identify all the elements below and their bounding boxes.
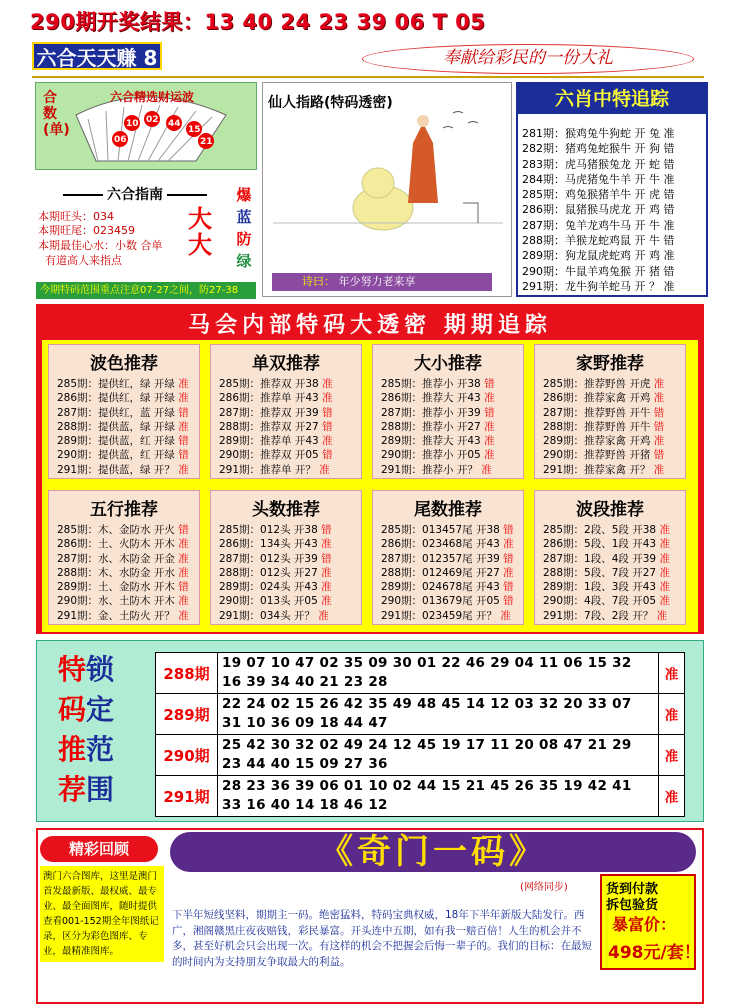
- row-text: 286期：推荐单 开43: [219, 392, 323, 405]
- cell-row: [49, 406, 199, 420]
- row-result: 准: [659, 595, 670, 608]
- row-result: 准: [178, 595, 189, 608]
- row-result: 准: [503, 538, 514, 551]
- cell-row: [49, 420, 199, 434]
- cell-row: [49, 434, 199, 448]
- table-row: 291期 28 23 36 39 06 01 10 02 44 15 21 45 26 35 19 42 41 33 16 40 14 18 46 12 准: [156, 776, 685, 817]
- cell-row: [535, 420, 685, 434]
- cell-row: [373, 537, 523, 551]
- row-text: 290期：推荐小 开05: [381, 449, 485, 462]
- row-result: 错: [503, 581, 514, 594]
- table-row: 288期 19 07 10 47 02 35 09 30 01 22 46 29 04 11 06 15 32 16 39 34 40 21 23 28 准: [156, 653, 685, 694]
- cell-row: [373, 420, 523, 434]
- cell-row: [211, 580, 361, 594]
- fan-ball: 10: [126, 119, 139, 129]
- row-text: 291期：提供蓝，绿 开？: [57, 463, 179, 476]
- cell-row: [535, 580, 685, 594]
- cell-row: [373, 580, 523, 594]
- row-result: 准: [178, 566, 189, 579]
- row-text: 291期：推荐家禽 开？: [543, 463, 654, 476]
- row-text: 287期：推荐野兽 开牛: [543, 406, 654, 419]
- row-result: 错: [484, 378, 495, 390]
- row-text: 290期：推荐双 开05: [219, 449, 323, 462]
- row-text: 288期：5段、7段 开27: [543, 566, 660, 579]
- row-text: 285期：推荐野兽 开虎: [543, 378, 654, 390]
- row-result: 准: [484, 392, 495, 405]
- cell-title: 单双推荐: [252, 354, 320, 374]
- row-text: 290期：推荐野兽 开猪: [543, 449, 654, 462]
- row-result: 错: [321, 524, 332, 536]
- row-text: 289期：1段、3段 开43: [543, 581, 660, 594]
- cell-row: [49, 552, 199, 566]
- row-text: 291期：7段、2段 开？: [543, 609, 657, 622]
- row-result: 准: [659, 552, 670, 565]
- row-result: 准: [178, 378, 189, 390]
- cell-row: [211, 523, 361, 537]
- list-item: 283期：虎马猪猴兔龙 开 蛇 错: [522, 157, 675, 171]
- cell-row: [49, 609, 199, 623]
- tip-cell: [372, 490, 524, 625]
- slogan: 奉献给彩民的一份大礼: [362, 44, 694, 74]
- sx-list: [522, 126, 675, 294]
- row-result: 准: [321, 595, 332, 608]
- row-result: 错: [178, 524, 189, 536]
- row-result: 错: [653, 420, 665, 433]
- guide-title: 六合指南: [40, 184, 230, 204]
- row-result: 错: [503, 524, 514, 536]
- poem: 诗曰： 年少努力老来享: [272, 273, 492, 291]
- row-text: 286期：推荐家禽 开鸡: [543, 392, 654, 405]
- row-result: 错: [178, 581, 189, 594]
- row-result: 准: [659, 566, 670, 579]
- row-result: 准: [503, 566, 514, 579]
- xianren-illustration: [263, 83, 511, 296]
- cell-row: [535, 523, 685, 537]
- cell-row: [49, 377, 199, 391]
- list-item: 287期：兔羊龙鸡牛马 开 牛 准: [522, 218, 675, 232]
- heshu-label: 合数(单): [43, 90, 70, 138]
- tip-cell: [534, 490, 686, 625]
- row-result: 错: [653, 406, 665, 419]
- row-result: 准: [321, 566, 332, 579]
- tip-cell: [48, 490, 200, 625]
- review-title: 精彩回顾: [40, 836, 158, 862]
- draw-result-title: 290期开奖结果：13 40 24 23 39 06 T 05: [30, 10, 486, 34]
- row-text: 286期：134头 开43: [219, 538, 322, 551]
- row-text: 289期：提供蓝，红 开绿: [57, 435, 179, 448]
- tip-cell: [372, 344, 524, 479]
- tip-cell: [210, 490, 362, 625]
- row-text: 291期：推荐小 开？: [381, 463, 482, 476]
- lock-side: 特锁 码定 推范 荐围: [58, 653, 115, 806]
- cell-row: [373, 391, 523, 405]
- qimen-desc: 下半年短线坚料，期期主一码。绝密猛料，特码宝典权威，18年下半年新版大陆发行。西广，湘阁赣黑庄夜夜赔钱，彩民暴富。开头连中五期，如有我一赔百倍！人生的机会并不多，甚至好机会只会出现一次。有这样的机会不把握会后悔一辈子的。我们的目标：在最短的时间内为支持朋友争取最大的利益。: [172, 909, 592, 968]
- row-result: 准: [322, 435, 333, 448]
- row-text: 288期：推荐野兽 开牛: [543, 420, 654, 433]
- row-result: 错: [322, 449, 333, 462]
- cell-title: 家野推荐: [576, 354, 644, 374]
- row-result: 准: [178, 420, 189, 433]
- row-text: 289期：024头 开43: [219, 581, 322, 594]
- cell-row: [535, 537, 685, 551]
- cell-title: 大小推荐: [414, 354, 482, 374]
- cell-row: [535, 594, 685, 608]
- row-text: 291期：023459尾 开？: [381, 609, 501, 622]
- row-result: 准: [321, 538, 332, 551]
- cell-row: [373, 434, 523, 448]
- cell-row: [211, 391, 361, 405]
- xianren-title: 仙人指路(特码透密): [268, 95, 393, 111]
- cell-row: [373, 609, 523, 623]
- fan-ball: 44: [168, 119, 181, 129]
- cell-row: [373, 406, 523, 420]
- list-item: 284期：马虎猪兔牛羊 开 牛 准: [522, 172, 675, 186]
- row-result: 准: [319, 463, 330, 476]
- row-text: 287期：水、木防金 开金: [57, 552, 179, 565]
- row-result: 准: [653, 378, 665, 390]
- cell-title: 五行推荐: [90, 500, 158, 520]
- cell-row: [535, 463, 685, 477]
- cell-title: 尾数推荐: [414, 500, 482, 520]
- row-result: 准: [484, 435, 495, 448]
- row-result: 错: [321, 552, 332, 565]
- fan-title: 六合精选财运波: [110, 90, 195, 104]
- cell-row: [373, 594, 523, 608]
- row-text: 290期：提供蓝，红 开绿: [57, 449, 179, 462]
- row-result: 准: [653, 435, 665, 448]
- divider: [32, 76, 704, 78]
- row-text: 285期：提供红，绿 开绿: [57, 378, 179, 390]
- row-text: 289期：推荐大 开43: [381, 435, 485, 448]
- list-item: 286期：鼠猪猴马虎龙 开 鸡 错: [522, 203, 675, 217]
- row-result: 准: [653, 392, 665, 405]
- brand-badge: 六合天天赚 8: [32, 42, 162, 70]
- fan-ball: 15: [188, 125, 201, 135]
- table-row: 290期 25 42 30 32 02 49 24 12 45 19 17 11 20 08 47 21 29 23 44 40 15 09 27 36 准: [156, 735, 685, 776]
- list-item: 288期：羊猴龙蛇鸡鼠 开 牛 错: [522, 234, 675, 248]
- row-result: 错: [503, 552, 514, 565]
- row-text: 290期：水、土防木 开木: [57, 595, 179, 608]
- tip-cell: [534, 344, 686, 479]
- row-text: 285期：推荐小 开38: [381, 378, 485, 390]
- cell-row: [211, 609, 361, 623]
- row-result: 准: [178, 463, 189, 476]
- row-result: 准: [484, 420, 495, 433]
- big-char: 大大: [188, 205, 212, 259]
- row-result: 准: [322, 378, 333, 390]
- row-result: 准: [659, 524, 670, 536]
- row-result: 准: [653, 463, 665, 476]
- guide-line: 本期最佳心水：小数 合单: [38, 239, 163, 252]
- cell-row: [49, 594, 199, 608]
- row-text: 288期：木、水防金 开水: [57, 566, 179, 579]
- cell-row: [535, 391, 685, 405]
- list-item: 291期：龙牛狗羊蛇马 开 ？ 准: [522, 279, 675, 293]
- row-text: 285期：木、金防水 开火: [57, 524, 179, 536]
- cell-row: [211, 594, 361, 608]
- row-text: 287期：1段、4段 开39: [543, 552, 660, 565]
- cell-row: [535, 609, 685, 623]
- row-text: 288期：提供蓝，绿 开绿: [57, 420, 179, 433]
- fan-ball: 21: [200, 137, 213, 147]
- row-text: 288期：012469尾 开27: [381, 566, 504, 579]
- row-result: 准: [322, 392, 333, 405]
- list-item: 289期：狗龙鼠虎蛇鸡 开 鸡 准: [522, 249, 675, 263]
- row-text: 287期：推荐双 开39: [219, 406, 323, 419]
- row-text: 285期：013457尾 开38: [381, 524, 504, 536]
- cell-row: [535, 448, 685, 462]
- row-text: 286期：土、火防木 开木: [57, 538, 179, 551]
- cell-row: [49, 463, 199, 477]
- fan-ball: 06: [114, 135, 127, 145]
- list-item: 281期：猴鸡兔牛狗蛇 开 兔 准: [522, 127, 675, 140]
- bao-lan: 爆 蓝 防 绿: [236, 186, 252, 270]
- cell-row: [211, 566, 361, 580]
- tip-cell: [48, 344, 200, 479]
- cell-row: [373, 552, 523, 566]
- row-result: 准: [659, 538, 670, 551]
- row-text: 290期：013679尾 开05: [381, 595, 504, 608]
- row-result: 准: [178, 392, 189, 405]
- cell-row: [535, 434, 685, 448]
- promo-line: 拆包验货: [606, 898, 659, 913]
- row-result: 准: [484, 449, 495, 462]
- cell-row: [211, 434, 361, 448]
- tip-cell: [210, 344, 362, 479]
- row-result: 错: [322, 406, 333, 419]
- row-result: 错: [178, 406, 189, 419]
- row-text: 287期：提供红，蓝 开绿: [57, 406, 179, 419]
- cell-row: [49, 391, 199, 405]
- xianren-panel: [262, 82, 512, 297]
- cell-row: [49, 537, 199, 551]
- row-result: 错: [178, 435, 189, 448]
- row-result: 准: [321, 581, 332, 594]
- cell-row: [211, 448, 361, 462]
- row-result: 错: [653, 449, 665, 462]
- promo-price: 498元/套！: [608, 943, 701, 963]
- band-title: 马会内部特码大透密 期期追踪: [188, 313, 552, 338]
- sync-note: (网络同步): [520, 882, 568, 893]
- row-text: 285期：推荐双 开38: [219, 378, 323, 390]
- row-text: 291期：金、土防火 开？: [57, 609, 179, 622]
- sx-title: 六肖中特追踪: [518, 84, 706, 114]
- cell-row: [373, 448, 523, 462]
- row-text: 286期：提供红，绿 开绿: [57, 392, 179, 405]
- cell-row: [211, 552, 361, 566]
- cell-row: [211, 420, 361, 434]
- promo-line: 暴富价：: [612, 915, 677, 934]
- cell-row: [211, 463, 361, 477]
- row-result: 错: [322, 420, 333, 433]
- cell-row: [535, 552, 685, 566]
- cell-row: [211, 537, 361, 551]
- row-result: 准: [318, 609, 329, 622]
- cell-row: [373, 566, 523, 580]
- cell-row: [49, 448, 199, 462]
- cell-row: [373, 523, 523, 537]
- row-text: 285期：2段、5段 开38: [543, 524, 660, 536]
- row-result: 准: [178, 552, 189, 565]
- guide-line: 本期旺头：034: [38, 210, 114, 223]
- cell-row: [535, 377, 685, 391]
- list-item: 285期：鸡兔猴猪羊牛 开 虎 错: [522, 188, 675, 202]
- review-text: 澳门六合图库，这里是澳门首发最新版、最权威、最专业、最全面图库，随时提供查看001-152期全年图纸记录，区分为彩色图库、专业，最精准图库。: [40, 866, 164, 962]
- cell-row: [211, 377, 361, 391]
- cell-title: 头数推荐: [252, 500, 320, 520]
- row-result: 准: [178, 609, 189, 622]
- row-text: 288期：推荐小 开27: [381, 420, 485, 433]
- cell-row: [535, 566, 685, 580]
- cell-row: [49, 580, 199, 594]
- cell-row: [211, 406, 361, 420]
- cell-row: [373, 377, 523, 391]
- cell-row: [49, 523, 199, 537]
- list-item: 290期：牛鼠羊鸡兔猴 开 猪 错: [522, 264, 675, 278]
- lock-table: [155, 652, 685, 817]
- cell-title: 波色推荐: [90, 354, 158, 374]
- table-row: 289期 22 24 02 15 26 42 35 49 48 45 14 12 03 32 20 33 07 31 10 36 09 18 44 47 准: [156, 694, 685, 735]
- row-text: 291期：034头 开？: [219, 609, 319, 622]
- row-result: 错: [484, 406, 495, 419]
- row-text: 289期：推荐家禽 开鸡: [543, 435, 654, 448]
- guide-line: 本期旺尾：023459: [38, 224, 135, 237]
- row-result: 准: [178, 538, 189, 551]
- list-item: 282期：猪鸡兔蛇猴牛 开 狗 错: [522, 142, 675, 156]
- row-result: 准: [481, 463, 492, 476]
- row-text: 287期：012头 开39: [219, 552, 322, 565]
- row-text: 290期：4段、7段 开05: [543, 595, 660, 608]
- cell-title: 波段推荐: [576, 500, 644, 520]
- row-text: 285期：012头 开38: [219, 524, 322, 536]
- row-text: 288期：012头 开27: [219, 566, 322, 579]
- cell-row: [373, 463, 523, 477]
- row-text: 286期：023468尾 开43: [381, 538, 504, 551]
- row-result: 错: [178, 449, 189, 462]
- row-text: 286期：5段、1段 开43: [543, 538, 660, 551]
- row-result: 准: [500, 609, 511, 622]
- row-text: 291期：推荐单 开？: [219, 463, 320, 476]
- row-result: 准: [656, 609, 668, 622]
- fan-ball: 02: [146, 115, 159, 125]
- row-text: 290期：013头 开05: [219, 595, 322, 608]
- guide-tip: 有道高人来指点: [45, 254, 122, 267]
- range-note: 今期特码范围重点注意07-27之间，防27-38: [36, 282, 256, 299]
- qimen-title: 《奇门一码》: [319, 832, 547, 872]
- row-result: 准: [659, 581, 670, 594]
- row-result: 错: [503, 595, 514, 608]
- row-text: 287期：推荐小 开39: [381, 406, 485, 419]
- row-text: 287期：012357尾 开39: [381, 552, 504, 565]
- row-text: 289期：土、金防水 开木: [57, 581, 179, 594]
- row-text: 289期：推荐单 开43: [219, 435, 323, 448]
- promo-line: 货到付款: [606, 882, 659, 897]
- row-text: 289期：024678尾 开43: [381, 581, 504, 594]
- row-text: 286期：推荐大 开43: [381, 392, 485, 405]
- cell-row: [535, 406, 685, 420]
- row-text: 288期：推荐双 开27: [219, 420, 323, 433]
- cell-row: [49, 566, 199, 580]
